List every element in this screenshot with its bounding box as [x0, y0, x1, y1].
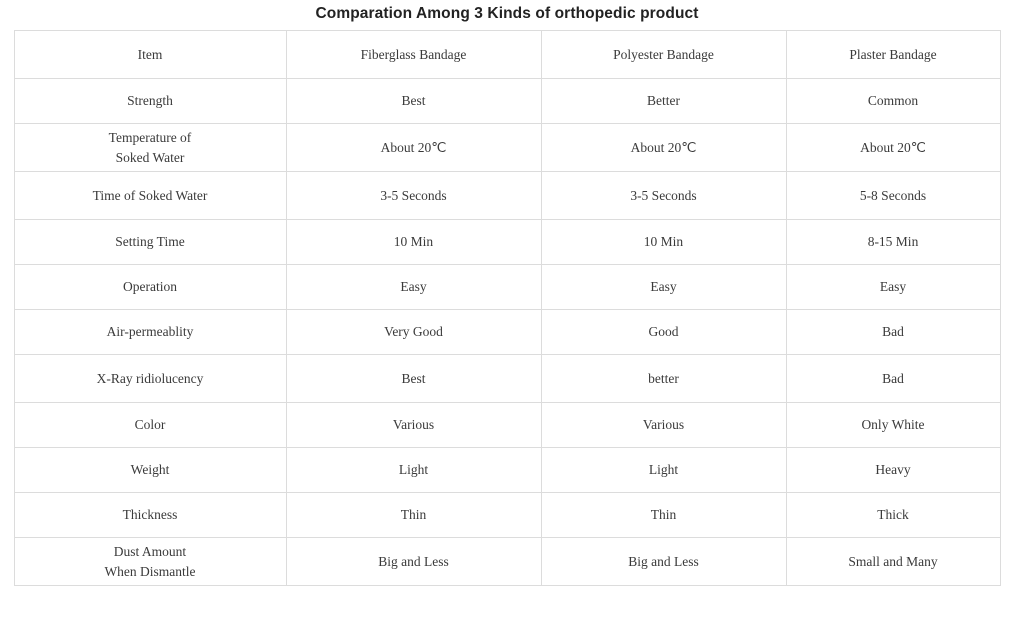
row-value: About 20℃ [286, 124, 541, 172]
row-label-line1: Dust Amount [113, 543, 187, 559]
row-value: 3-5 Seconds [286, 172, 541, 220]
row-value: Easy [286, 265, 541, 310]
row-label: Setting Time [14, 220, 286, 265]
row-value: Thick [786, 493, 1000, 538]
row-value: Very Good [286, 310, 541, 355]
table-header-cell: Item [14, 31, 286, 79]
row-value: Various [541, 403, 786, 448]
row-value: Common [786, 79, 1000, 124]
row-label: Thickness [14, 493, 286, 538]
row-label: Strength [14, 79, 286, 124]
row-label [14, 124, 286, 172]
row-value: Small and Many [786, 538, 1000, 586]
row-value: About 20℃ [786, 124, 1000, 172]
row-value: 3-5 Seconds [541, 172, 786, 220]
table-row [14, 172, 1000, 220]
table-row [14, 265, 1000, 310]
row-value: Big and Less [286, 538, 541, 586]
table-header-cell: Fiberglass Bandage [286, 31, 541, 79]
row-value: 10 Min [286, 220, 541, 265]
row-label: Operation [14, 265, 286, 310]
row-value: 10 Min [541, 220, 786, 265]
row-value: Best [286, 355, 541, 403]
row-value: Big and Less [541, 538, 786, 586]
table-row [14, 448, 1000, 493]
row-label: Air-permeablity [14, 310, 286, 355]
row-value: Thin [286, 493, 541, 538]
table-row [14, 220, 1000, 265]
row-value: 5-8 Seconds [786, 172, 1000, 220]
row-value: Easy [541, 265, 786, 310]
row-value: About 20℃ [541, 124, 786, 172]
row-label-line1: Temperature of [108, 129, 192, 145]
table-header-cell: Polyester Bandage [541, 31, 786, 79]
row-value: Bad [786, 355, 1000, 403]
table-row [14, 79, 1000, 124]
row-value: 8-15 Min [786, 220, 1000, 265]
row-value: Thin [541, 493, 786, 538]
row-value: Light [541, 448, 786, 493]
row-label-line2: Soked Water [115, 149, 185, 165]
row-label: Weight [14, 448, 286, 493]
comparison-table [14, 30, 1001, 586]
row-value: Easy [786, 265, 1000, 310]
table-row [14, 538, 1000, 586]
row-value: Bad [786, 310, 1000, 355]
row-label: Time of Soked Water [14, 172, 286, 220]
row-value: better [541, 355, 786, 403]
table-row [14, 124, 1000, 172]
table-header-cell: Plaster Bandage [786, 31, 1000, 79]
row-value: Heavy [786, 448, 1000, 493]
row-value: Best [286, 79, 541, 124]
row-value: Light [286, 448, 541, 493]
table-row [14, 310, 1000, 355]
row-label [14, 538, 286, 586]
page-title: Comparation Among 3 Kinds of orthopedic product [315, 5, 699, 22]
table-row [14, 403, 1000, 448]
row-value: Good [541, 310, 786, 355]
row-value: Only White [786, 403, 1000, 448]
row-label: X-Ray ridiolucency [14, 355, 286, 403]
row-label-line2: When Dismantle [104, 563, 196, 579]
table-header-row [14, 31, 1000, 79]
row-value: Better [541, 79, 786, 124]
table-row [14, 493, 1000, 538]
row-value: Various [286, 403, 541, 448]
row-label: Color [14, 403, 286, 448]
table-row [14, 355, 1000, 403]
